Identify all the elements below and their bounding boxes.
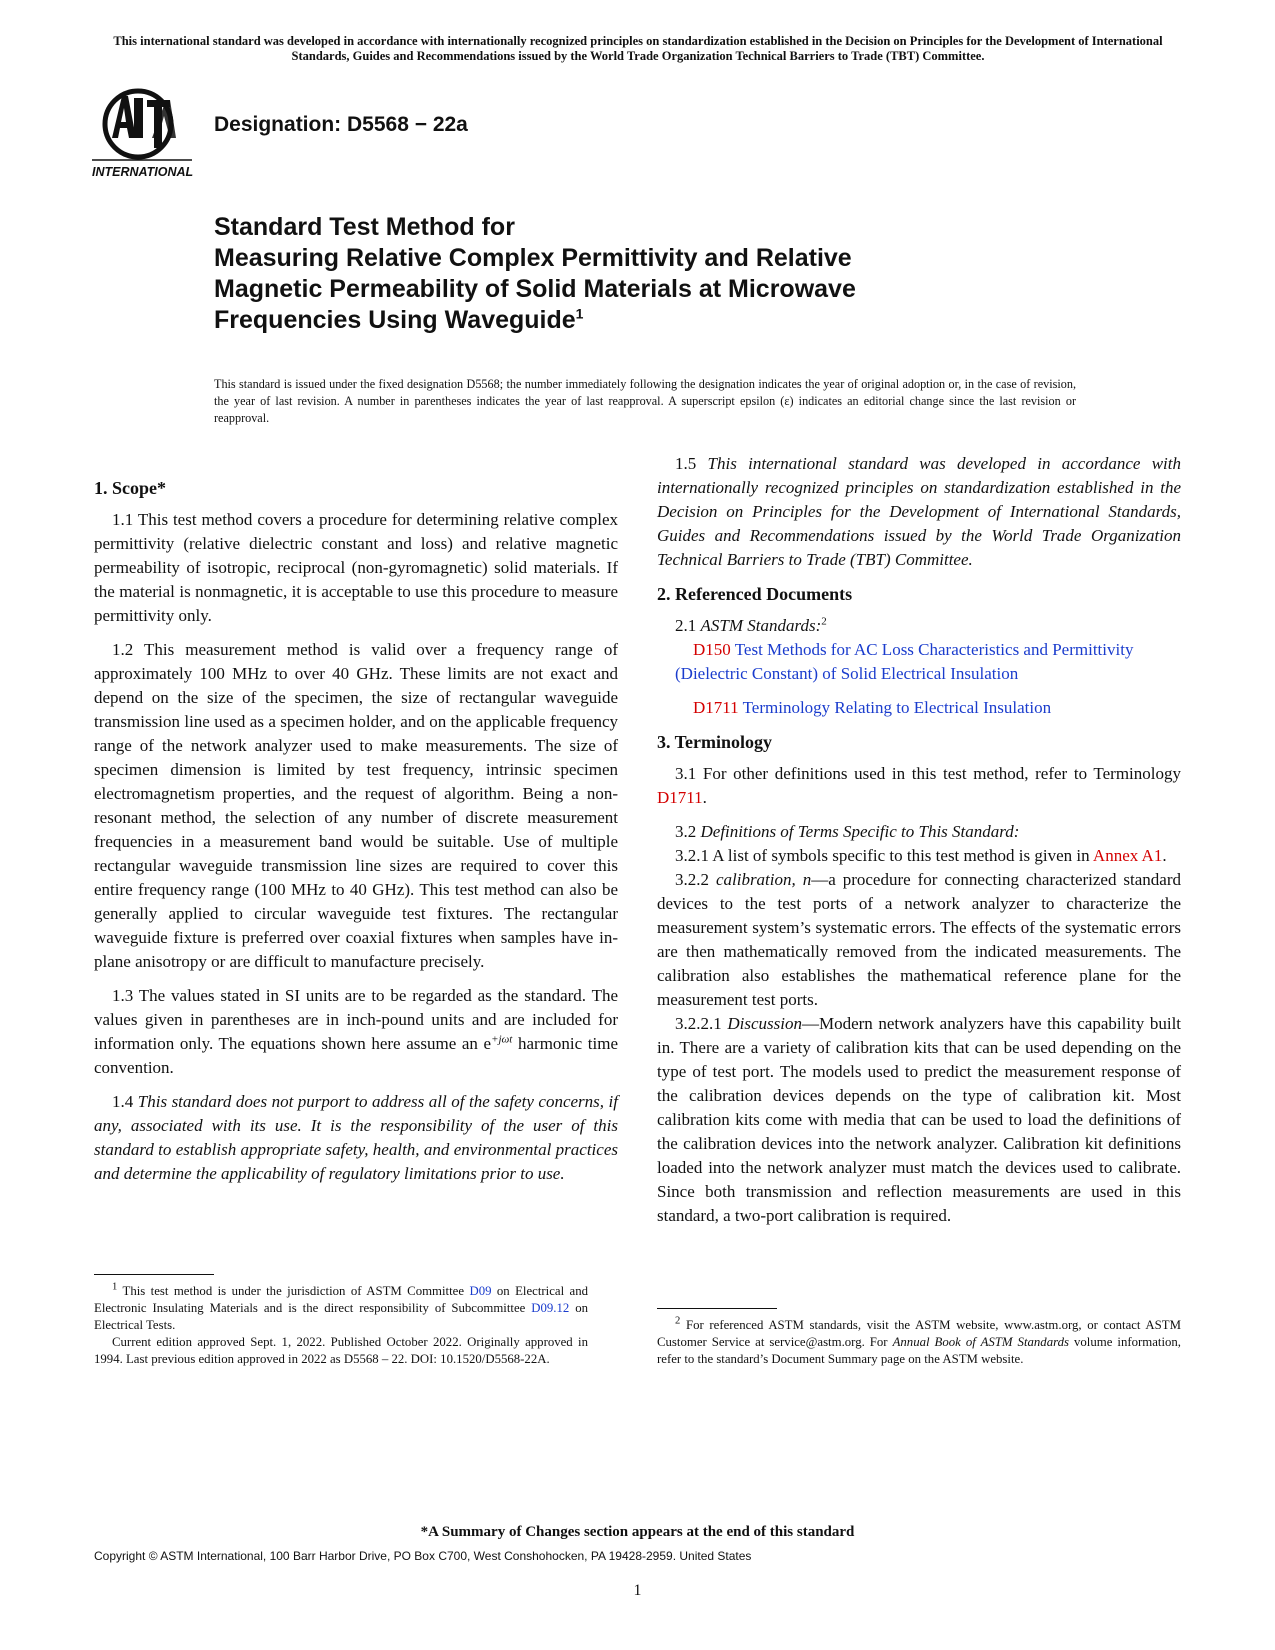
tbt-header-note: This international standard was developed in accordance with internationally recognized principles on standardization established in the Decision on Principles for the Development of International Standards, Guides and Recommendations issued by the World Trade Organization Technical Barriers to Trade (TBT) Committee.	[113, 34, 1163, 63]
link-d1711[interactable]: D1711	[657, 788, 703, 807]
para-3-1: 3.1 For other definitions used in this test method, refer to Terminology D1711.	[657, 764, 1181, 807]
para-3-2-2: 3.2.2 calibration, n—a procedure for connecting characterized standard devices to the test ports of a network analyzer to characterize the measurement system’s systematic errors. The effects of the systematic errors are then mathematically removed from the indicated measurements. The calibration also establishes the mathematical reference plane for the measurement test ports.	[657, 870, 1181, 1009]
left-column	[94, 476, 618, 1196]
title-line-1: Standard Test Method for	[214, 213, 515, 241]
footnote-1-edition: Current edition approved Sept. 1, 2022. Published October 2022. Originally approved in 1994. Last previous edition approved in 2022 as D5568 – 22. DOI: 10.1520/D5568-22A.	[94, 1335, 588, 1366]
para-3-2-1: 3.2.1 A list of symbols specific to this test method is given in Annex A1.	[675, 846, 1167, 865]
page-number: 1	[633, 1582, 642, 1599]
footnote-2: $^2$ For referenced ASTM standards, visit the ASTM website, www.astm.org, or contact ASTM Customer Service at service@astm.org. For Annual Book of ASTM Standards volume information, refer to the standard’s Document Summary page on the ASTM website.	[657, 1308, 1181, 1368]
footnote-rule	[94, 1274, 214, 1275]
title-line-4: Frequencies Using Waveguide$^1$	[214, 305, 584, 334]
terminology-heading: 3. Terminology	[657, 732, 773, 752]
para-3-2-2-1: 3.2.2.1 Discussion—Modern network analyzers have this capability built in. There are a variety of calibration kits that can be used depending on the type of test port. The models used to predict the measurement response of the calibration devices depends on the type of calibration kit. Most calibration kits come with media that can be used to load the definitions of the calibration devices into the network analyzer. Calibration kit definitions loaded into the network analyzer must match the devices used to calibrate. Since both transmission and reflection measurements are used in this standard, a two-port calibration is required.	[657, 1014, 1182, 1225]
link-d09-12[interactable]: D09.12	[531, 1301, 570, 1315]
link-annex-a1[interactable]: Annex A1	[1092, 846, 1163, 865]
svg-text:INTERNATIONAL: INTERNATIONAL	[92, 165, 194, 178]
summary-of-changes-note: *A Summary of Changes section appears at the end of this standard	[420, 1524, 855, 1540]
para-1-3: 1.3 The values stated in SI units are to be regarded as the standard. The values given in parentheses are in inch-pound units and are included for information only. The equations shown here assume an $e^{+j\omega t}$ harmonic time convention.	[94, 986, 619, 1077]
para-2-1: 2.1 ASTM Standards:$^2$	[675, 615, 827, 635]
para-3-2: 3.2 Definitions of Terms Specific to This Standard:	[675, 822, 1020, 841]
right-column	[657, 452, 1181, 1238]
issued-note: This standard is issued under the fixed designation D5568; the number immediately following the designation indicates the year of original adoption or, in the case of revision, the year of last revision. A number in parentheses indicates the year of last reapproval. A superscript epsilon (ε) indicates an editorial change since the last revision or reapproval.	[214, 377, 1076, 425]
title-footnote-mark: 1	[575, 305, 584, 322]
para-1-5: 1.5 This international standard was developed in accordance with internationally recognized principles on standardization established in the Decision on Principles for the Development of International Standards, Guides and Recommendations issued by the World Trade Organization Technical Barriers to Trade (TBT) Committee.	[657, 454, 1181, 569]
astm-logo-icon	[92, 86, 198, 178]
designation: Designation: D5568 − 22a	[214, 113, 468, 136]
ref-d1711[interactable]: D1711 Terminology Relating to Electrical Insulation	[693, 698, 1052, 717]
footnote-1: $^1$ This test method is under the jurisdiction of ASTM Committee D09 on Electrical and Electronic Insulating Materials and is the direct responsibility of Subcommittee D09.12 on Electrical Tests. Current edition approved Sept. 1, 2022. Published October 2022. Originally approved in 1994. Last previous edition approved in 2022 as D5568 – 22. DOI: 10.1520/D5568-22A.	[94, 1274, 588, 1368]
title-line-2: Measuring Relative Complex Permittivity and Relative	[214, 244, 852, 272]
footnote-rule	[657, 1308, 777, 1309]
referenced-documents-heading: 2. Referenced Documents	[657, 584, 853, 604]
title-line-3: Magnetic Permeability of Solid Materials at Microwave	[214, 275, 856, 303]
link-d09[interactable]: D09	[469, 1284, 492, 1298]
ref-d150[interactable]: D150 Test Methods for AC Loss Characteristics and Permittivity (Dielectric Constant) of Solid Electrical Insulation	[675, 640, 1134, 683]
document-title	[214, 212, 856, 336]
copyright: Copyright © ASTM International, 100 Barr Harbor Drive, PO Box C700, West Conshohocken, PA 19428-2959. United States	[94, 1549, 752, 1563]
scope-heading: 1. Scope*	[94, 478, 166, 498]
para-1-1: 1.1 This test method covers a procedure for determining relative complex permittivity (relative dielectric constant and loss) and relative magnetic permeability of isotropic, reciprocal (non-gyromagnetic) solid materials. If the material is nonmagnetic, it is acceptable to use this procedure to measure permittivity only.	[94, 510, 618, 625]
astm-logo	[92, 86, 198, 178]
para-1-4: 1.4 This standard does not purport to address all of the safety concerns, if any, associated with its use. It is the responsibility of the user of this standard to establish appropriate safety, health, and environmental practices and determine the applicability of regulatory limitations prior to use.	[94, 1092, 618, 1183]
para-1-2: 1.2 This measurement method is valid over a frequency range of approximately 100 MHz to over 40 GHz. These limits are not exact and depend on the size of the specimen, the size of rectangular waveguide transmission line used as a specimen holder, and on the applicable frequency range of the network analyzer used to make measurements. The size of specimen dimension is limited by test frequency, intrinsic specimen electromagnetism properties, and the request of algorithm. Being a non-resonant method, the selection of any number of discrete measurement frequencies in a measurement band would be suitable. Use of multiple rectangular waveguide transmission line sizes are required to cover this entire frequency range (100 MHz to 40 GHz). This test method can also be generally applied to circular waveguide test fixtures. The rectangular waveguide fixture is preferred over coaxial fixtures when samples have in-plane anisotropy or are difficult to manufacture precisely.	[94, 640, 618, 971]
